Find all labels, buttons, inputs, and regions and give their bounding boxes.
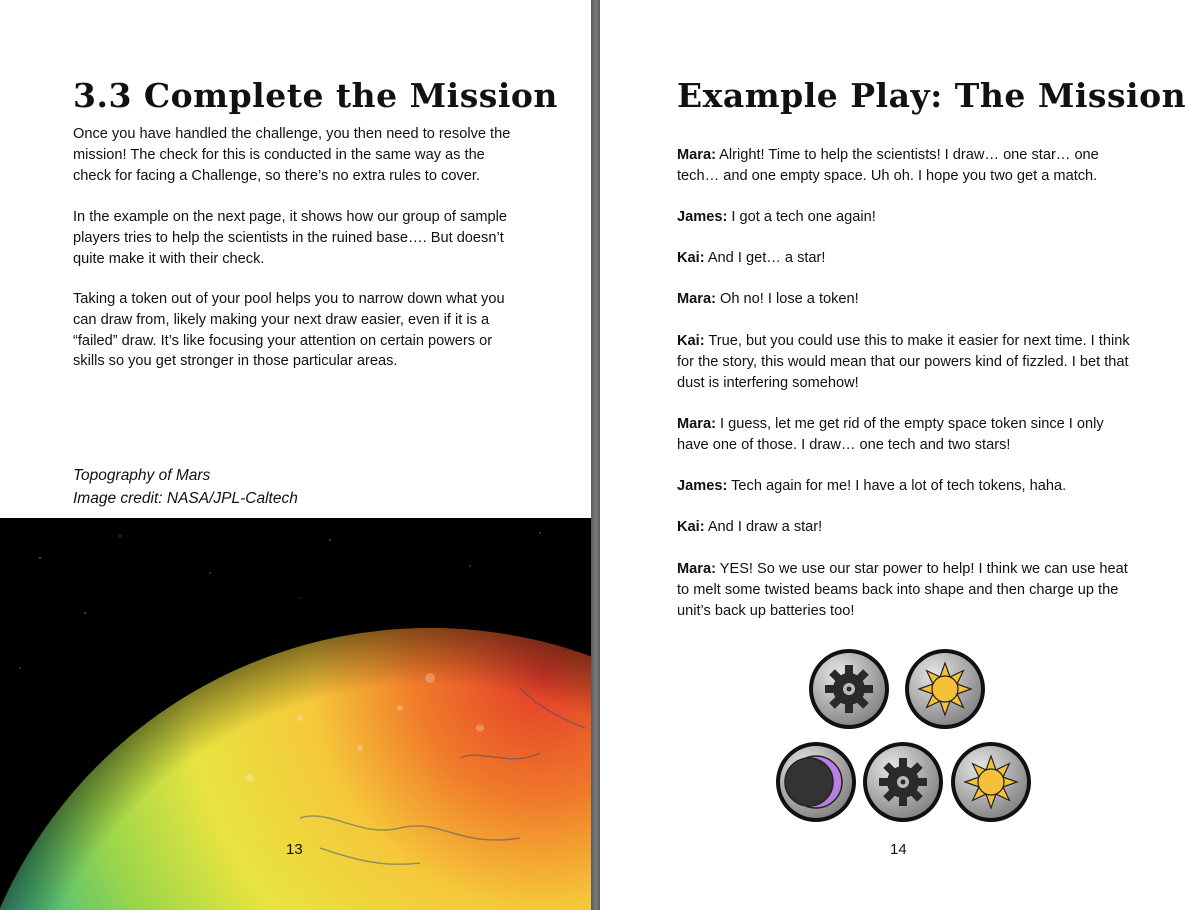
page-number: 14 [890, 841, 907, 858]
page-title: Example Play: The Mission [677, 76, 1187, 115]
speaker-name: Mara: [677, 291, 716, 307]
speaker-name: James: [677, 209, 728, 225]
gear-token-icon [807, 647, 891, 731]
book-gutter [591, 0, 600, 910]
dialogue-text: Oh no! I lose a token! [715, 291, 859, 307]
dialogue-line [677, 207, 1132, 228]
speaker-name: Mara: [677, 416, 716, 432]
dialogue-text: Alright! Time to help the scientists! I draw… one star… one tech… and one empty space. Uh oh. I hope you two get a match. [677, 147, 1099, 184]
dialogue-text: YES! So we use our star power to help! I think we can use heat to melt some twisted beams back into shape and then charge up the unit’s back up batteries too! [677, 561, 1128, 619]
dialogue-text: I guess, let me get rid of the empty space token since I only have one of those. I draw… one tech and two stars! [677, 416, 1104, 453]
caption-title: Topography of Mars [73, 467, 211, 484]
page-number: 13 [286, 841, 303, 858]
body-paragraph: Taking a token out of your pool helps you to narrow down what you can draw from, likely making your next draw easier, even if it is a “failed” draw. It’s like focusing your attention on certain powers or skills so you get stronger in those particular areas. [73, 291, 505, 370]
moon-token-icon [774, 740, 858, 824]
dialogue-line [677, 476, 1132, 497]
dialogue-line [677, 145, 1132, 187]
dialogue-line [677, 559, 1132, 621]
speaker-name: James: [677, 478, 728, 494]
dialogue-line [677, 289, 1132, 310]
dialogue-text: I got a tech one again! [727, 209, 876, 225]
speaker-name: Kai: [677, 333, 705, 349]
dialogue-text: Tech again for me! I have a lot of tech tokens, haha. [727, 478, 1067, 494]
body-paragraph: Once you have handled the challenge, you then need to resolve the mission! The check for this is conducted in the same way as the check for facing a Challenge, so there’s no extra rules to cover. [73, 126, 511, 184]
speaker-name: Mara: [677, 147, 716, 163]
dialogue-line [677, 517, 1132, 538]
dialogue-line [677, 331, 1132, 393]
sun-token-icon [949, 740, 1033, 824]
sun-token-icon [903, 647, 987, 731]
image-caption [73, 464, 298, 510]
dialogue-text: And I get… a star! [704, 250, 826, 266]
right-page [600, 0, 1189, 910]
caption-credit: Image credit: NASA/JPL-Caltech [73, 490, 298, 507]
gear-token-icon [861, 740, 945, 824]
left-page [0, 0, 591, 910]
speaker-name: Kai: [677, 519, 705, 535]
dialogue-text: True, but you could use this to make it easier for next time. I think for the story, this would mean that our powers kind of fizzled. I bet that dust is interfering somehow! [677, 333, 1130, 391]
body-paragraph: In the example on the next page, it shows how our group of sample players tries to help the scientists in the ruined base…. But doesn’t quite make it with their check. [73, 209, 508, 267]
speaker-name: Mara: [677, 561, 716, 577]
dialogue-text: And I draw a star! [704, 519, 823, 535]
dialogue-line [677, 248, 1132, 269]
speaker-name: Kai: [677, 250, 705, 266]
page-title: 3.3 Complete the Mission [73, 76, 558, 115]
dialogue-line [677, 414, 1132, 456]
